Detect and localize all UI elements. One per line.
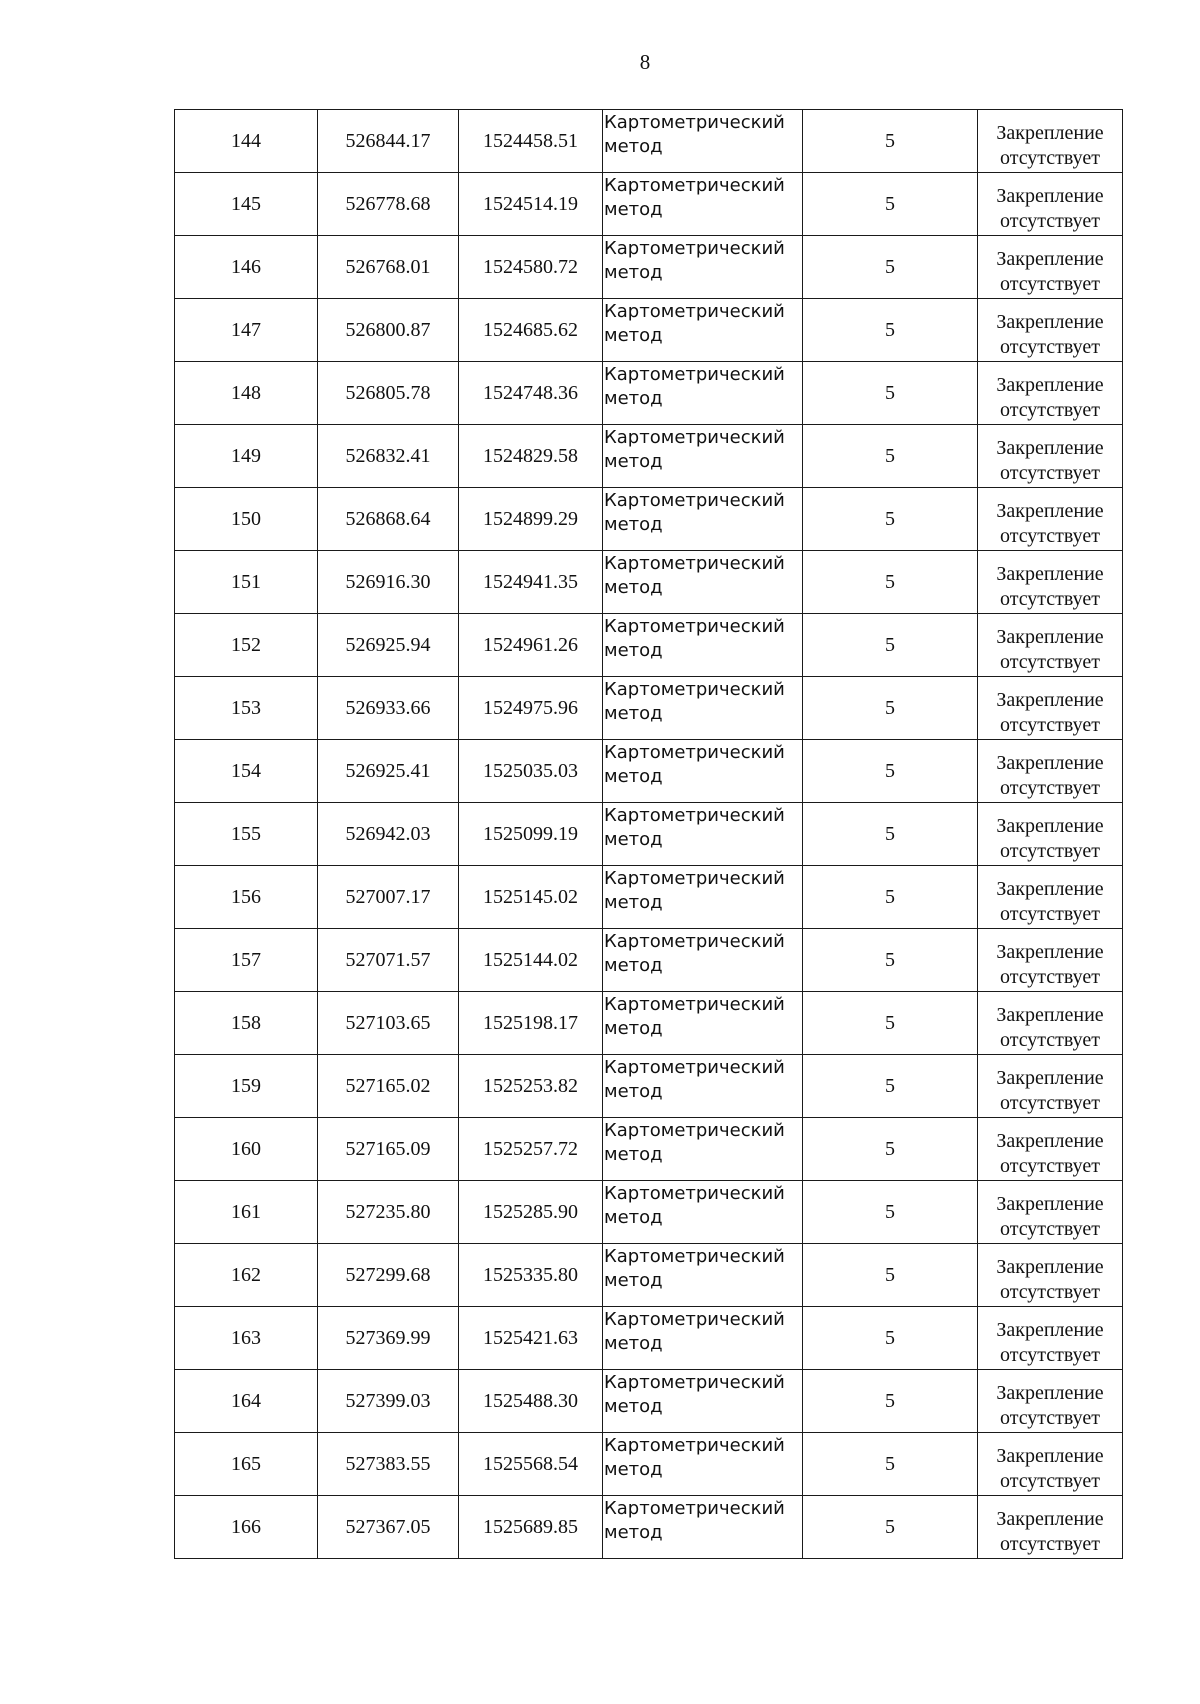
- method-line-2: метод: [604, 325, 663, 346]
- fixation-line-2: отсутствует: [999, 1029, 1101, 1051]
- fixation-cell: [978, 425, 1123, 488]
- method-line-1: Картометрический: [604, 1372, 785, 1393]
- method-line-1: Картометрический: [604, 868, 785, 889]
- fixation-line-1: Закрепление: [996, 815, 1104, 837]
- fixation-cell: [978, 614, 1123, 677]
- point-number-cell: 146: [175, 236, 318, 299]
- fixation-cell: [978, 362, 1123, 425]
- y-coordinate-cell: 1525335.80: [459, 1244, 603, 1307]
- point-number-cell: 144: [175, 110, 318, 173]
- point-number-cell: 154: [175, 740, 318, 803]
- table-row: [175, 236, 1123, 299]
- y-coordinate-cell: 1524748.36: [459, 362, 603, 425]
- x-coordinate-cell: 527165.02: [318, 1055, 459, 1118]
- table-row: [175, 740, 1123, 803]
- method-line-1: Картометрический: [604, 238, 785, 259]
- fixation-cell: [978, 1496, 1123, 1559]
- method-cell: [603, 614, 803, 677]
- accuracy-cell: 5: [803, 1370, 978, 1433]
- method-cell: [603, 1307, 803, 1370]
- fixation-line-1: Закрепление: [996, 1256, 1104, 1278]
- method-cell: [603, 1244, 803, 1307]
- accuracy-cell: 5: [803, 1496, 978, 1559]
- method-line-2: метод: [604, 1459, 663, 1480]
- y-coordinate-cell: 1524580.72: [459, 236, 603, 299]
- fixation-line-2: отсутствует: [999, 1407, 1101, 1429]
- x-coordinate-cell: 526768.01: [318, 236, 459, 299]
- method-line-1: Картометрический: [604, 805, 785, 826]
- method-line-1: Картометрический: [604, 1309, 785, 1330]
- method-line-1: Картометрический: [604, 1120, 785, 1141]
- fixation-cell: [978, 236, 1123, 299]
- fixation-line-1: Закрепление: [996, 689, 1104, 711]
- fixation-line-1: Закрепление: [996, 878, 1104, 900]
- x-coordinate-cell: 526832.41: [318, 425, 459, 488]
- fixation-cell: [978, 1307, 1123, 1370]
- fixation-cell: [978, 677, 1123, 740]
- method-line-1: Картометрический: [604, 1057, 785, 1078]
- y-coordinate-cell: 1524514.19: [459, 173, 603, 236]
- fixation-line-2: отсутствует: [999, 1155, 1101, 1177]
- fixation-cell: [978, 1055, 1123, 1118]
- fixation-cell: [978, 488, 1123, 551]
- table-row: [175, 1307, 1123, 1370]
- method-cell: [603, 362, 803, 425]
- method-line-2: метод: [604, 1333, 663, 1354]
- table-row: [175, 929, 1123, 992]
- fixation-line-1: Закрепление: [996, 437, 1104, 459]
- method-line-1: Картометрический: [604, 112, 785, 133]
- table-row: [175, 1433, 1123, 1496]
- table-row: [175, 1496, 1123, 1559]
- y-coordinate-cell: 1524458.51: [459, 110, 603, 173]
- accuracy-cell: 5: [803, 677, 978, 740]
- table-row: [175, 803, 1123, 866]
- method-line-2: метод: [604, 1018, 663, 1039]
- fixation-line-2: отсутствует: [999, 903, 1101, 925]
- fixation-line-1: Закрепление: [996, 248, 1104, 270]
- y-coordinate-cell: 1525689.85: [459, 1496, 603, 1559]
- accuracy-cell: 5: [803, 992, 978, 1055]
- accuracy-cell: 5: [803, 1055, 978, 1118]
- point-number-cell: 152: [175, 614, 318, 677]
- fixation-cell: [978, 173, 1123, 236]
- fixation-line-2: отсутствует: [999, 840, 1101, 862]
- x-coordinate-cell: 526805.78: [318, 362, 459, 425]
- method-line-2: метод: [604, 829, 663, 850]
- point-number-cell: 164: [175, 1370, 318, 1433]
- method-cell: [603, 173, 803, 236]
- fixation-cell: [978, 1244, 1123, 1307]
- fixation-line-2: отсутствует: [999, 714, 1101, 736]
- fixation-line-2: отсутствует: [999, 462, 1101, 484]
- table-row: [175, 1118, 1123, 1181]
- point-number-cell: 155: [175, 803, 318, 866]
- point-number-cell: 147: [175, 299, 318, 362]
- method-line-2: метод: [604, 199, 663, 220]
- table-row: [175, 1181, 1123, 1244]
- method-cell: [603, 1055, 803, 1118]
- accuracy-cell: 5: [803, 236, 978, 299]
- method-line-1: Картометрический: [604, 490, 785, 511]
- point-number-cell: 160: [175, 1118, 318, 1181]
- fixation-line-2: отсутствует: [999, 399, 1101, 421]
- x-coordinate-cell: 526868.64: [318, 488, 459, 551]
- method-line-2: метод: [604, 1207, 663, 1228]
- y-coordinate-cell: 1525488.30: [459, 1370, 603, 1433]
- method-line-2: метод: [604, 955, 663, 976]
- method-cell: [603, 677, 803, 740]
- y-coordinate-cell: 1525257.72: [459, 1118, 603, 1181]
- method-line-2: метод: [604, 1144, 663, 1165]
- x-coordinate-cell: 527071.57: [318, 929, 459, 992]
- fixation-line-2: отсутствует: [999, 777, 1101, 799]
- x-coordinate-cell: 526925.41: [318, 740, 459, 803]
- method-line-1: Картометрический: [604, 679, 785, 700]
- x-coordinate-cell: 527367.05: [318, 1496, 459, 1559]
- accuracy-cell: 5: [803, 173, 978, 236]
- fixation-cell: [978, 299, 1123, 362]
- fixation-line-2: отсутствует: [999, 525, 1101, 547]
- table-row: [175, 299, 1123, 362]
- fixation-line-1: Закрепление: [996, 1067, 1104, 1089]
- accuracy-cell: 5: [803, 803, 978, 866]
- method-cell: [603, 1370, 803, 1433]
- x-coordinate-cell: 526916.30: [318, 551, 459, 614]
- method-cell: [603, 1496, 803, 1559]
- method-line-2: метод: [604, 577, 663, 598]
- accuracy-cell: 5: [803, 740, 978, 803]
- fixation-cell: [978, 866, 1123, 929]
- table-row: [175, 551, 1123, 614]
- method-cell: [603, 425, 803, 488]
- method-line-2: метод: [604, 766, 663, 787]
- y-coordinate-cell: 1525421.63: [459, 1307, 603, 1370]
- point-number-cell: 149: [175, 425, 318, 488]
- fixation-line-2: отсутствует: [999, 1281, 1101, 1303]
- y-coordinate-cell: 1525198.17: [459, 992, 603, 1055]
- method-cell: [603, 929, 803, 992]
- fixation-line-2: отсутствует: [999, 210, 1101, 232]
- table-row: [175, 425, 1123, 488]
- method-line-2: метод: [604, 262, 663, 283]
- method-line-1: Картометрический: [604, 364, 785, 385]
- fixation-line-1: Закрепление: [996, 1004, 1104, 1026]
- table-row: [175, 866, 1123, 929]
- y-coordinate-cell: 1525285.90: [459, 1181, 603, 1244]
- table-row: [175, 614, 1123, 677]
- point-number-cell: 165: [175, 1433, 318, 1496]
- fixation-cell: [978, 1433, 1123, 1496]
- fixation-cell: [978, 110, 1123, 173]
- method-cell: [603, 803, 803, 866]
- point-number-cell: 157: [175, 929, 318, 992]
- y-coordinate-cell: 1525099.19: [459, 803, 603, 866]
- fixation-line-2: отсутствует: [999, 966, 1101, 988]
- page-number: 8: [639, 50, 651, 74]
- x-coordinate-cell: 527299.68: [318, 1244, 459, 1307]
- table-row: [175, 992, 1123, 1055]
- y-coordinate-cell: 1524899.29: [459, 488, 603, 551]
- y-coordinate-cell: 1524829.58: [459, 425, 603, 488]
- x-coordinate-cell: 527235.80: [318, 1181, 459, 1244]
- x-coordinate-cell: 526800.87: [318, 299, 459, 362]
- fixation-line-2: отсутствует: [999, 147, 1101, 169]
- fixation-line-2: отсутствует: [999, 336, 1101, 358]
- fixation-line-1: Закрепление: [996, 563, 1104, 585]
- fixation-line-2: отсутствует: [999, 1470, 1101, 1492]
- y-coordinate-cell: 1524685.62: [459, 299, 603, 362]
- fixation-cell: [978, 992, 1123, 1055]
- accuracy-cell: 5: [803, 362, 978, 425]
- fixation-line-2: отсутствует: [999, 1092, 1101, 1114]
- method-line-2: метод: [604, 892, 663, 913]
- y-coordinate-cell: 1524941.35: [459, 551, 603, 614]
- x-coordinate-cell: 527007.17: [318, 866, 459, 929]
- method-cell: [603, 1181, 803, 1244]
- point-number-cell: 151: [175, 551, 318, 614]
- method-line-1: Картометрический: [604, 175, 785, 196]
- method-line-2: метод: [604, 1081, 663, 1102]
- method-line-2: метод: [604, 703, 663, 724]
- table-row: [175, 362, 1123, 425]
- method-line-1: Картометрический: [604, 931, 785, 952]
- fixation-line-1: Закрепление: [996, 1445, 1104, 1467]
- point-number-cell: 148: [175, 362, 318, 425]
- fixation-line-2: отсутствует: [999, 651, 1101, 673]
- y-coordinate-cell: 1525035.03: [459, 740, 603, 803]
- table-row: [175, 1370, 1123, 1433]
- method-line-1: Картометрический: [604, 1435, 785, 1456]
- fixation-line-1: Закрепление: [996, 374, 1104, 396]
- method-line-2: метод: [604, 1396, 663, 1417]
- accuracy-cell: 5: [803, 1181, 978, 1244]
- y-coordinate-cell: 1524961.26: [459, 614, 603, 677]
- method-cell: [603, 236, 803, 299]
- fixation-cell: [978, 1181, 1123, 1244]
- fixation-line-1: Закрепление: [996, 1130, 1104, 1152]
- x-coordinate-cell: 527383.55: [318, 1433, 459, 1496]
- method-cell: [603, 1433, 803, 1496]
- point-number-cell: 156: [175, 866, 318, 929]
- table-row: [175, 677, 1123, 740]
- method-cell: [603, 992, 803, 1055]
- fixation-line-1: Закрепление: [996, 185, 1104, 207]
- fixation-line-1: Закрепление: [996, 122, 1104, 144]
- fixation-line-1: Закрепление: [996, 1382, 1104, 1404]
- fixation-line-2: отсутствует: [999, 273, 1101, 295]
- accuracy-cell: 5: [803, 1307, 978, 1370]
- accuracy-cell: 5: [803, 866, 978, 929]
- x-coordinate-cell: 526778.68: [318, 173, 459, 236]
- y-coordinate-cell: 1525568.54: [459, 1433, 603, 1496]
- fixation-line-1: Закрепление: [996, 500, 1104, 522]
- method-line-2: метод: [604, 1522, 663, 1543]
- method-cell: [603, 740, 803, 803]
- point-number-cell: 145: [175, 173, 318, 236]
- table-row: [175, 488, 1123, 551]
- method-cell: [603, 551, 803, 614]
- fixation-cell: [978, 1118, 1123, 1181]
- method-line-1: Картометрический: [604, 301, 785, 322]
- fixation-line-2: отсутствует: [999, 1533, 1101, 1555]
- method-line-1: Картометрический: [604, 616, 785, 637]
- method-line-2: метод: [604, 451, 663, 472]
- method-cell: [603, 488, 803, 551]
- accuracy-cell: 5: [803, 299, 978, 362]
- table-row: [175, 1055, 1123, 1118]
- accuracy-cell: 5: [803, 425, 978, 488]
- method-cell: [603, 299, 803, 362]
- fixation-line-1: Закрепление: [996, 752, 1104, 774]
- fixation-cell: [978, 803, 1123, 866]
- x-coordinate-cell: 526942.03: [318, 803, 459, 866]
- x-coordinate-cell: 526933.66: [318, 677, 459, 740]
- x-coordinate-cell: 526844.17: [318, 110, 459, 173]
- fixation-line-2: отсутствует: [999, 1218, 1101, 1240]
- accuracy-cell: 5: [803, 1433, 978, 1496]
- point-number-cell: 159: [175, 1055, 318, 1118]
- fixation-line-1: Закрепление: [996, 1193, 1104, 1215]
- point-number-cell: 150: [175, 488, 318, 551]
- fixation-cell: [978, 929, 1123, 992]
- accuracy-cell: 5: [803, 551, 978, 614]
- method-line-1: Картометрический: [604, 1183, 785, 1204]
- accuracy-cell: 5: [803, 1118, 978, 1181]
- accuracy-cell: 5: [803, 614, 978, 677]
- point-number-cell: 158: [175, 992, 318, 1055]
- method-cell: [603, 110, 803, 173]
- method-line-2: метод: [604, 1270, 663, 1291]
- method-line-2: метод: [604, 136, 663, 157]
- method-cell: [603, 1118, 803, 1181]
- table-row: [175, 1244, 1123, 1307]
- table-row: [175, 110, 1123, 173]
- coordinates-table: [174, 109, 1123, 1559]
- fixation-line-1: Закрепление: [996, 311, 1104, 333]
- fixation-line-1: Закрепление: [996, 1508, 1104, 1530]
- point-number-cell: 163: [175, 1307, 318, 1370]
- y-coordinate-cell: 1525253.82: [459, 1055, 603, 1118]
- fixation-line-1: Закрепление: [996, 941, 1104, 963]
- y-coordinate-cell: 1525145.02: [459, 866, 603, 929]
- fixation-line-2: отсутствует: [999, 1344, 1101, 1366]
- y-coordinate-cell: 1525144.02: [459, 929, 603, 992]
- x-coordinate-cell: 527369.99: [318, 1307, 459, 1370]
- method-line-2: метод: [604, 640, 663, 661]
- point-number-cell: 162: [175, 1244, 318, 1307]
- x-coordinate-cell: 527103.65: [318, 992, 459, 1055]
- coordinates-table-body: [175, 110, 1123, 1559]
- method-line-1: Картометрический: [604, 1246, 785, 1267]
- method-cell: [603, 866, 803, 929]
- method-line-2: метод: [604, 514, 663, 535]
- point-number-cell: 166: [175, 1496, 318, 1559]
- fixation-cell: [978, 1370, 1123, 1433]
- accuracy-cell: 5: [803, 929, 978, 992]
- point-number-cell: 153: [175, 677, 318, 740]
- table-row: [175, 173, 1123, 236]
- fixation-cell: [978, 551, 1123, 614]
- accuracy-cell: 5: [803, 1244, 978, 1307]
- fixation-line-2: отсутствует: [999, 588, 1101, 610]
- accuracy-cell: 5: [803, 488, 978, 551]
- point-number-cell: 161: [175, 1181, 318, 1244]
- method-line-2: метод: [604, 388, 663, 409]
- method-line-1: Картометрический: [604, 553, 785, 574]
- method-line-1: Картометрический: [604, 1498, 785, 1519]
- x-coordinate-cell: 526925.94: [318, 614, 459, 677]
- x-coordinate-cell: 527399.03: [318, 1370, 459, 1433]
- fixation-line-1: Закрепление: [996, 626, 1104, 648]
- fixation-line-1: Закрепление: [996, 1319, 1104, 1341]
- x-coordinate-cell: 527165.09: [318, 1118, 459, 1181]
- y-coordinate-cell: 1524975.96: [459, 677, 603, 740]
- accuracy-cell: 5: [803, 110, 978, 173]
- method-line-1: Картометрический: [604, 427, 785, 448]
- fixation-cell: [978, 740, 1123, 803]
- method-line-1: Картометрический: [604, 994, 785, 1015]
- method-line-1: Картометрический: [604, 742, 785, 763]
